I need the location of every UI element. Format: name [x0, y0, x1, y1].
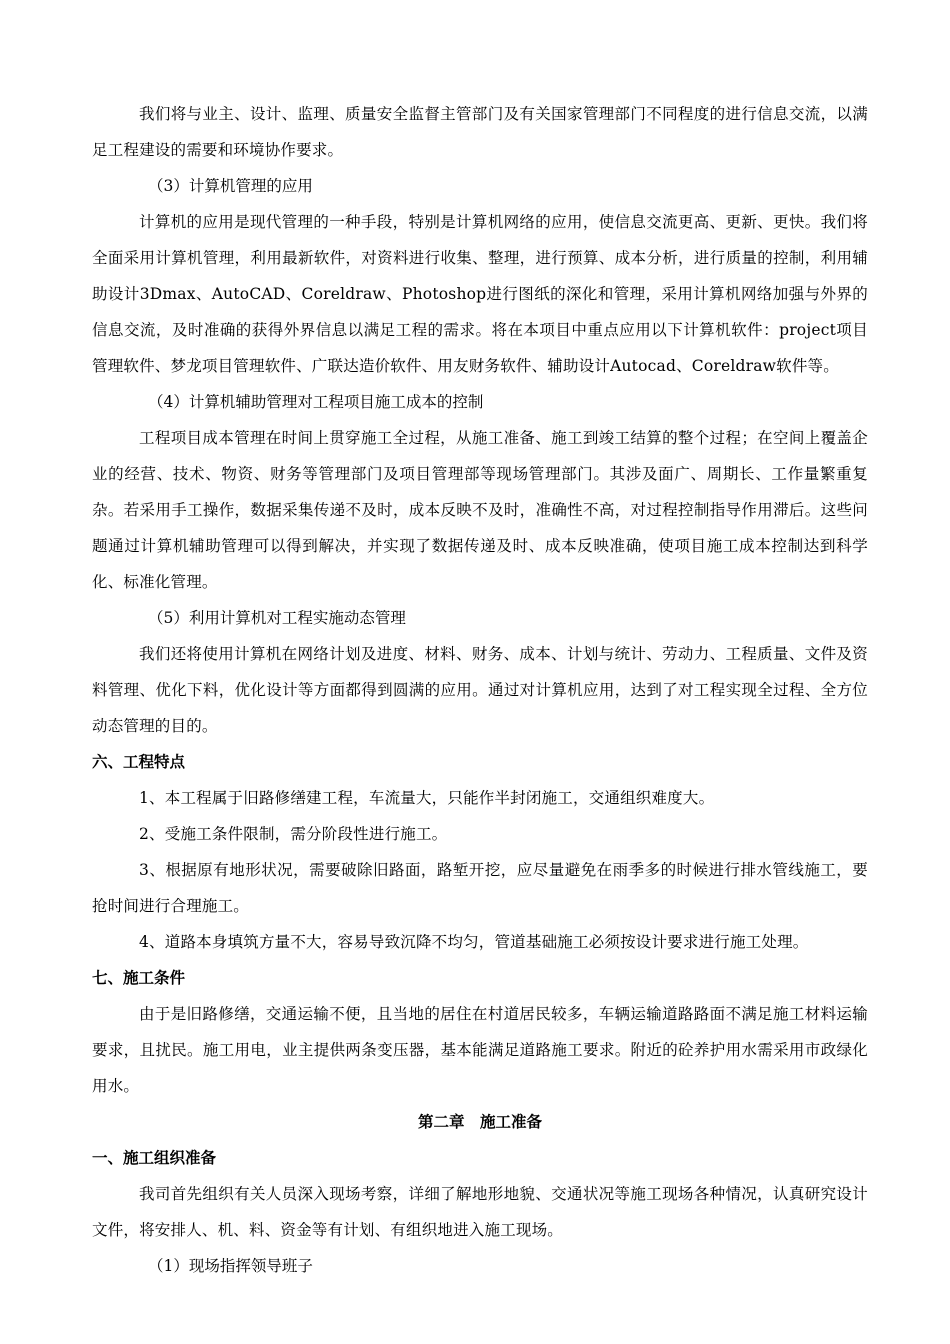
chapter-title: 第二章 施工准备	[417, 1113, 542, 1131]
paragraph: 我们还将使用计算机在网络计划及进度、材料、财务、成本、计划与统计、劳动力、工程质量、文件及资料管理、优化下料，优化设计等方面都得到圆满的应用。通过对计算机应用，达到了对工程实现全过程、全方位动态管理的目的。	[92, 645, 868, 735]
list-item: 3、根据原有地形状况，需要破除旧路面，路堑开挖，应尽量避免在雨季多的时候进行排水管线施工，要抢时间进行合理施工。	[92, 861, 868, 915]
section-heading: 一、施工组织准备	[92, 1149, 217, 1167]
subsection-title: （3）计算机管理的应用	[148, 177, 313, 195]
subsection-title: （1）现场指挥领导班子	[148, 1257, 313, 1275]
paragraph: 计算机的应用是现代管理的一种手段，特别是计算机网络的应用，使信息交流更高、更新、更快。我们将全面采用计算机管理，利用最新软件，对资料进行收集、整理，进行预算、成本分析，进行质量的控制，利用辅助设计3Dmax、AutoCAD、Coreldraw、Photoshop进行图纸的深化和管理，采用计算机网络加强与外界的信息交流，及时准确的获得外界信息以满足工程的需求。将在本项目中重点应用以下计算机软件：project项目管理软件、梦龙项目管理软件、广联达造价软件、用友财务软件、辅助设计Autocad、Coreldraw软件等。	[92, 213, 868, 375]
list-item: 1、本工程属于旧路修缮建工程，车流量大，只能作半封闭施工，交通组织难度大。	[139, 789, 715, 807]
paragraph: 工程项目成本管理在时间上贯穿施工全过程，从施工准备、施工到竣工结算的整个过程；在空间上覆盖企业的经营、技术、物资、财务等管理部门及项目管理部等现场管理部门。其涉及面广、周期长、工作量繁重复杂。若采用手工操作，数据采集传递不及时，成本反映不及时，准确性不高，对过程控制指导作用滞后。这些问题通过计算机辅助管理可以得到解决，并实现了数据传递及时、成本反映准确，使项目施工成本控制达到科学化、标准化管理。	[92, 429, 868, 591]
section-heading: 七、施工条件	[92, 969, 186, 987]
subsection-title: （5）利用计算机对工程实施动态管理	[148, 609, 406, 627]
paragraph: 我司首先组织有关人员深入现场考察，详细了解地形地貌、交通状况等施工现场各种情况，认真研究设计文件，将安排人、机、料、资金等有计划、有组织地进入施工现场。	[92, 1185, 868, 1239]
paragraph: 我们将与业主、设计、监理、质量安全监督主管部门及有关国家管理部门不同程度的进行信息交流，以满足工程建设的需要和环境协作要求。	[92, 105, 868, 159]
section-heading: 六、工程特点	[92, 753, 186, 771]
list-item: 4、道路本身填筑方量不大，容易导致沉降不均匀，管道基础施工必须按设计要求进行施工处理。	[139, 933, 809, 951]
subsection-title: （4）计算机辅助管理对工程项目施工成本的控制	[148, 393, 484, 411]
paragraph: 由于是旧路修缮，交通运输不便，且当地的居住在村道居民较多，车辆运输道路路面不满足施工材料运输要求，且扰民。施工用电，业主提供两条变压器，基本能满足道路施工要求。附近的砼养护用水需采用市政绿化用水。	[92, 1005, 868, 1095]
document-body	[92, 96, 868, 1284]
list-item: 2、受施工条件限制，需分阶段性进行施工。	[139, 825, 448, 843]
